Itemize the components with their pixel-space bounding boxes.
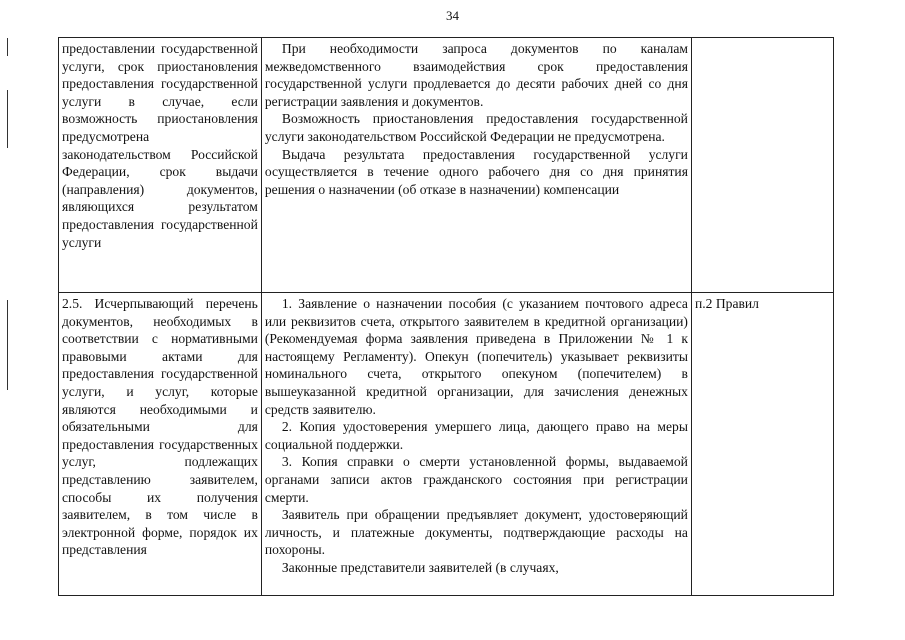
row-1-paragraph-3: Выдача результата предоставления государственной услуги осуществляется в течение одного рабочего дня со дня принятия решения о назначении (об отказе в назначении) компенсации bbox=[264, 146, 688, 197]
row-2-left-text: 2.5. Исчерпывающий перечень документов, необходимых в соответствии с нормативными правовыми актами для предоставления государственной услуги, и услуг, которые являются необходимыми и обязательными для предоставления государственных услуг, подлежащих представлению заявителем, способы их получения заявителем, в том числе в электронной форме, порядок их представления bbox=[62, 296, 258, 558]
row-2-paragraph-3: 3. Копия справки о смерти установленной формы, выдаваемой органами записи актов гражданского состояния при регистрации смерти. bbox=[264, 454, 688, 505]
page-number: 34 bbox=[446, 8, 459, 23]
row-2-paragraph-2: 2. Копия удостоверения умершего лица, дающего право на меры социальной поддержки. bbox=[264, 419, 688, 452]
regulation-table bbox=[58, 37, 834, 596]
row-1-paragraph-1: При необходимости запроса документов по каналам межведомственного взаимодействия срок предоставления государственной услуги продлевается до десяти рабочих дней со дня регистрации заявления и документов. bbox=[264, 41, 688, 109]
row-2-paragraph-5: Законные представители заявителей (в случаях, bbox=[281, 559, 559, 575]
row-2-paragraph-1: 1. Заявление о назначении пособия (с указанием почтового адреса или реквизитов счета, открытого заявителем в кредитной организации) (Рекомендуемая форма заявления приведена в Приложении № 1 к настоящему Регламенту). Опекун (попечитель) указывает реквизиты номинального счета, открытого опекуном (попечителем) в вышеуказанной кредитной организации, для зачисления денежных средств заявителю. bbox=[264, 296, 688, 417]
row-2-right-cell: п.2 Правил bbox=[691, 293, 833, 596]
margin-mark bbox=[7, 90, 8, 148]
table-row bbox=[59, 293, 834, 596]
row-1-paragraph-2: Возможность приостановления предоставления государственной услуги законодательством Российской Федерации не предусмотрена. bbox=[264, 111, 688, 144]
row-1-left-text: предоставлении государственной услуги, срок приостановления предоставления государственной услуги в случае, если возможность приостановления предусмотрена законодательством Российской Федерации, срок выдачи (направления) документов, являющихся результатом предоставления государственной услуги bbox=[62, 41, 258, 250]
row-2-paragraph-4: Заявитель при обращении предъявляет документ, удостоверяющий личность, и платежные документы, подтверждающие расходы на похороны. bbox=[264, 507, 688, 558]
table-row bbox=[59, 38, 834, 293]
row-1-middle-cell bbox=[261, 38, 691, 293]
margin-mark bbox=[7, 300, 8, 390]
row-2-left-cell bbox=[59, 293, 262, 596]
row-2-middle-cell bbox=[261, 293, 691, 596]
row-1-left-cell bbox=[59, 38, 262, 293]
row-1-right-cell bbox=[691, 38, 833, 293]
margin-mark bbox=[7, 38, 8, 56]
